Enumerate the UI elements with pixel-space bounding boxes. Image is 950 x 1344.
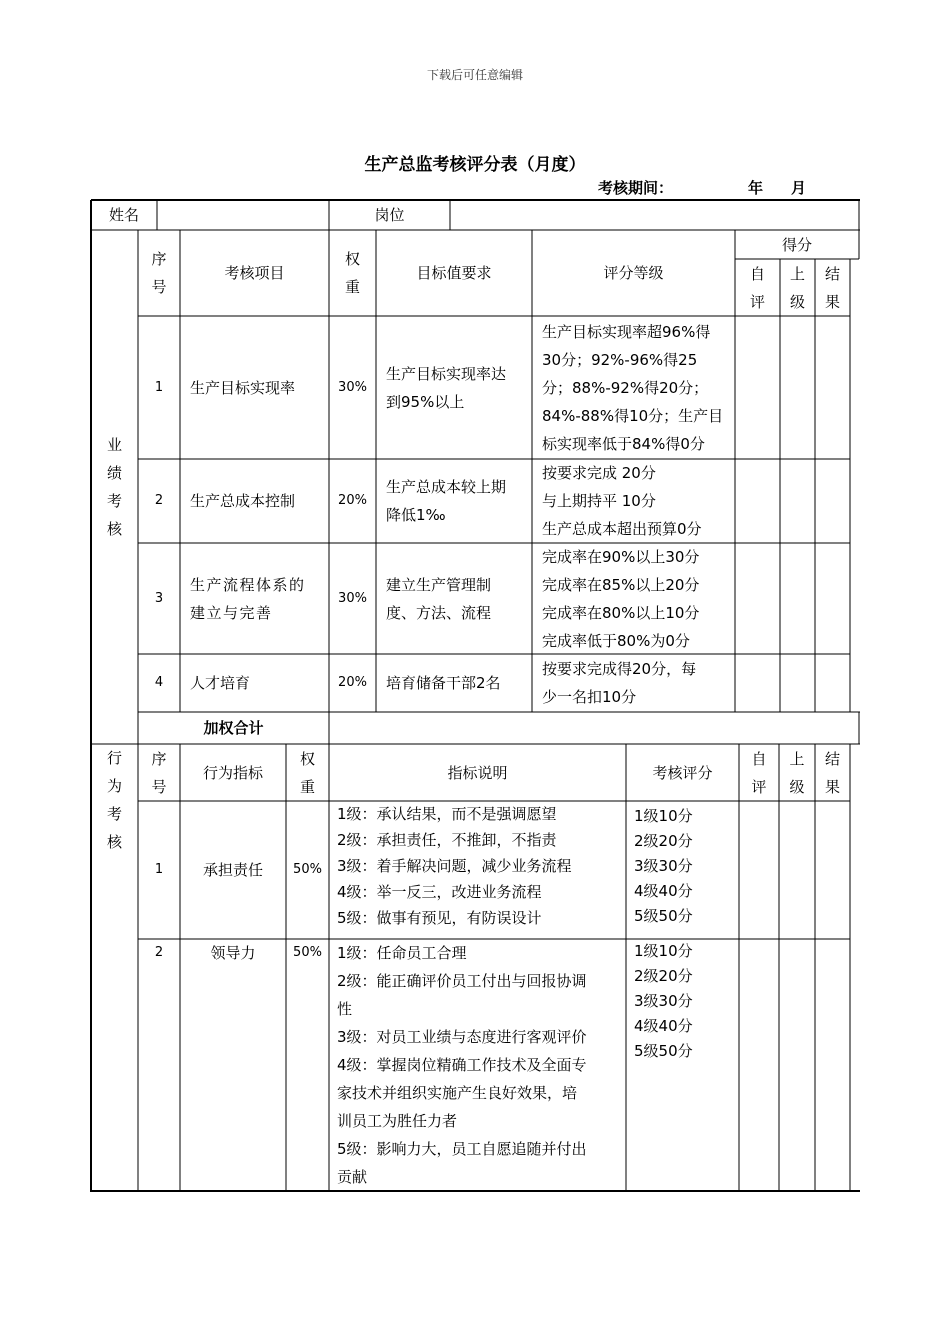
name-field[interactable] [157, 200, 329, 230]
behav-row-desc: 1级：承认结果，而不是强调愿望 2级：承担责任，不推卸，不指责 3级：着手解决问题，减少业务流程 4级：举一反三，改进业务流程 5级：做事有预见，有防误设计 [337, 805, 572, 927]
perf-row-grade: 完成率在90%以上30分 完成率在85%以上20分 完成率在80%以上10分 完成率低于80%为0分 [542, 547, 700, 650]
behav-col-weight: 权重 [299, 749, 315, 796]
weighted-total-value[interactable] [329, 712, 859, 744]
post-label: 岗位 [374, 206, 405, 224]
perf-row-no: 3 [154, 590, 164, 606]
behav-col-sup: 上级 [789, 749, 805, 796]
behav-row-no: 1 [154, 862, 164, 877]
weighted-total-label: 加权合计 [203, 719, 264, 737]
perf-row-no: 4 [154, 675, 164, 690]
behav-col-eval: 考核评分 [652, 763, 713, 782]
behav-row-weight: 50% [293, 945, 322, 960]
perf-section-label: 业绩考核 [106, 436, 122, 538]
perf-row-target: 培育储备干部2名 [386, 674, 501, 692]
perf-row-weight: 20% [338, 493, 367, 508]
behav-row-desc: 1级：任命员工合理 2级：能正确评价员工付出与回报协调 性 3级：对员工业绩与态度进行客观评价 4级：掌握岗位精确工作技术及全面专 家技术并组织实施产生良好效果，培 训员工为胜任力者 5级：影响力大，员工自愿追随并付出 贡献 [337, 944, 587, 1186]
perf-row-no: 1 [154, 379, 164, 395]
behav-col-seq: 序号 [151, 749, 167, 796]
behav-section-label: 行为考核 [106, 749, 122, 851]
behav-col-self: 自评 [751, 749, 767, 796]
behav-col-desc: 指标说明 [447, 763, 508, 782]
perf-row-weight: 30% [338, 590, 367, 606]
period-month: 月 [791, 179, 807, 197]
behav-row-weight: 50% [293, 862, 322, 877]
download-note: 下载后可任意编辑 [426, 68, 523, 82]
perf-col-item: 考核项目 [224, 264, 285, 282]
period-label: 考核期间： [598, 179, 674, 197]
perf-col-result: 结果 [824, 264, 840, 311]
perf-row-weight: 20% [338, 675, 367, 690]
period-year: 年 [748, 179, 764, 197]
perf-row-target: 生产目标实现率达 到95%以上 [386, 364, 507, 411]
behav-row-eval: 1级10分 2级20分 3级30分 4级40分 5级50分 [634, 807, 693, 925]
behav-row-eval: 1级10分 2级20分 3级30分 4级40分 5级50分 [634, 942, 693, 1060]
perf-col-grade: 评分等级 [603, 264, 664, 282]
perf-row-item: 生产目标实现率 [190, 378, 296, 397]
perf-row-item: 生产总成本控制 [190, 492, 296, 510]
perf-col-score: 得分 [781, 235, 812, 254]
behav-row-item: 承担责任 [202, 861, 263, 879]
page-title: 生产总监考核评分表（月度） [364, 155, 586, 175]
perf-row-no: 2 [154, 493, 164, 508]
behav-col-result: 结果 [824, 749, 840, 796]
perf-col-seq: 序号 [151, 250, 167, 296]
perf-row-target: 生产总成本较上期 降低1‰ [386, 478, 507, 524]
behav-col-item: 行为指标 [202, 763, 263, 782]
perf-row-item: 生产流程体系的 建立与完善 [190, 575, 306, 622]
post-field[interactable] [450, 200, 859, 230]
behav-row-no: 2 [154, 945, 164, 960]
behav-row-item: 领导力 [210, 944, 256, 962]
perf-row-grade: 按要求完成得20分，每 少一名扣10分 [542, 660, 697, 706]
name-label: 姓名 [108, 206, 139, 224]
perf-row-weight: 30% [338, 379, 367, 395]
perf-col-weight: 权重 [344, 250, 360, 296]
perf-row-item: 人才培育 [190, 674, 251, 692]
perf-row-target: 建立生产管理制 度、方法、流程 [386, 575, 492, 622]
perf-col-target: 目标值要求 [416, 264, 492, 282]
perf-row-grade: 生产目标实现率超96%得 30分；92%-96%得25 分；88%-92%得20分； 84%-88%得10分；生产目 标实现率低于84%得0分 [542, 322, 724, 453]
perf-col-sup: 上级 [789, 264, 805, 311]
perf-row-grade: 按要求完成 20分 与上期持平 10分 生产总成本超出预算0分 [542, 464, 702, 538]
perf-col-self: 自评 [749, 264, 765, 311]
